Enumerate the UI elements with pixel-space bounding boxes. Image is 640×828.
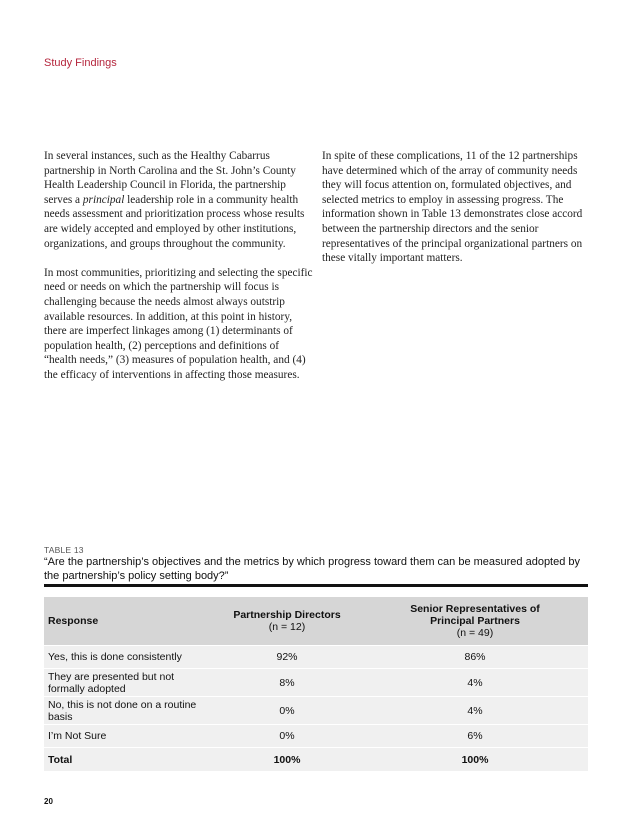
directors-cell: 8%	[212, 669, 362, 697]
directors-cell: 0%	[212, 697, 362, 725]
total-label-cell: Total	[44, 748, 212, 772]
table-label: TABLE 13	[44, 545, 84, 555]
header-senior-n: (n = 49)	[456, 627, 494, 639]
senior-cell: 4%	[362, 697, 588, 725]
left-paragraph-1: In several instances, such as the Healthy Cabarrus partnership in North Carolina and the St. John’s County Health Leadership Council in Florida, the partnership serves a principal leadership role in a community health needs assessment and prioritization process whose results are widely accepted and employed by other institutions, organizations, and groups throughout the community.	[44, 150, 305, 250]
table-row	[44, 669, 588, 697]
header-directors-n: (n = 12)	[268, 621, 306, 633]
emphasis-principal: principal	[82, 193, 125, 206]
right-paragraph-1: In spite of these complications, 11 of the 12 partnerships have determined which of the array of community needs they will focus attention on, formulated objectives, and selected metrics to employ in assessing progress. The information shown in Table 13 demonstrates close accord between the partnership directors and the senior representatives of the principal organizational partners on these vitally important matters.	[322, 150, 583, 265]
table-caption: “Are the partnership’s objectives and the metrics by which progress toward them can be measured adopted by the partnership’s policy setting body?”	[44, 556, 581, 582]
total-senior-cell: 100%	[362, 748, 588, 772]
table-header-row	[44, 597, 588, 646]
response-cell: No, this is not done on a routine basis	[44, 697, 212, 725]
right-column	[322, 149, 590, 280]
table-top-rule	[44, 584, 588, 587]
header-directors: Partnership Directors (n = 12)	[212, 597, 362, 646]
table-total-row	[44, 748, 588, 772]
senior-cell: 86%	[362, 646, 588, 669]
senior-cell: 6%	[362, 725, 588, 748]
left-paragraph-2: In most communities, prioritizing and selecting the specific need or needs on which the partnership will focus is challenging because the needs almost always outstrip available resources. In addition, at this point in history, there are imperfect linkages among (1) determinants of population health, (2) perceptions and definitions of “health needs,” (3) measures of population health, and (4) the efficacy of interventions in affecting those measures.	[44, 266, 313, 381]
page-number: 20	[44, 797, 53, 806]
response-cell: I’m Not Sure	[44, 725, 212, 748]
table-row	[44, 725, 588, 748]
response-cell: Yes, this is done consistently	[44, 646, 212, 669]
table-row	[44, 697, 588, 725]
total-directors-cell: 100%	[212, 748, 362, 772]
table-row	[44, 646, 588, 669]
section-label: Study Findings	[44, 57, 117, 69]
directors-cell: 0%	[212, 725, 362, 748]
response-cell: They are presented but not formally adopted	[44, 669, 212, 697]
header-senior: Senior Representatives of Principal Partners (n = 49)	[362, 597, 588, 646]
directors-cell: 92%	[212, 646, 362, 669]
results-table	[44, 597, 588, 771]
senior-cell: 4%	[362, 669, 588, 697]
left-column	[44, 149, 314, 397]
header-response: Response	[44, 597, 212, 646]
